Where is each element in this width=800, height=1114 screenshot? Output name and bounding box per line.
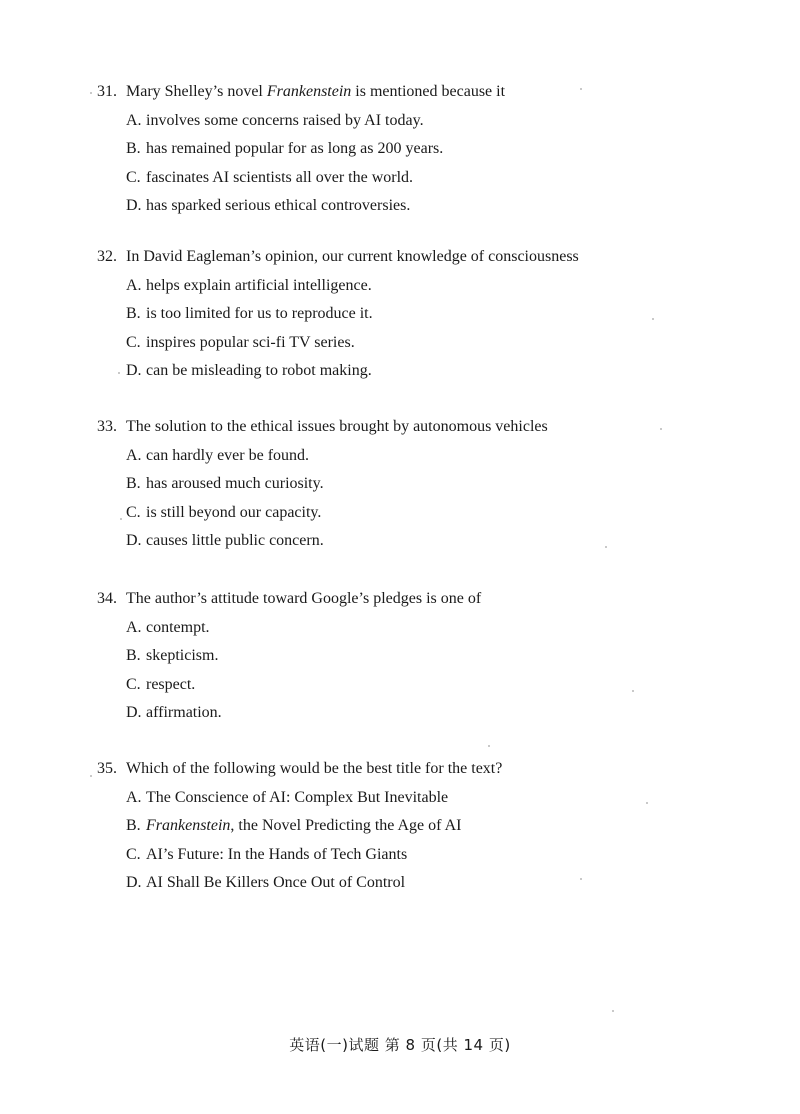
scan-speck	[652, 318, 654, 320]
question-number: 34.	[97, 590, 117, 607]
scan-speck	[605, 546, 607, 548]
option-d	[97, 873, 737, 893]
option-a	[97, 111, 737, 131]
option-text: The Conscience of AI: Complex But Inevitable	[146, 788, 449, 806]
option-letter: D.	[126, 874, 142, 891]
option-letter: D.	[126, 362, 142, 379]
option-text: respect.	[146, 675, 196, 693]
stem-text-continued: is mentioned because it	[351, 83, 506, 100]
book-title: Frankenstein	[266, 83, 352, 100]
scan-speck	[120, 518, 122, 520]
option-letter: C.	[126, 168, 141, 186]
scan-speck	[90, 92, 92, 94]
question-stem	[97, 589, 737, 609]
option-d	[97, 703, 737, 723]
option-text: causes little public concern.	[146, 532, 324, 549]
option-a	[97, 446, 737, 466]
option-letter: D.	[126, 197, 142, 214]
option-letter: C.	[126, 845, 141, 863]
option-text: skepticism.	[146, 647, 219, 664]
book-title: Frankenstein	[146, 817, 231, 834]
question-stem	[97, 247, 737, 267]
option-d	[97, 196, 737, 216]
stem-text: Which of the following would be the best title for the text?	[126, 760, 503, 777]
option-text: has remained popular for as long as 200 years.	[146, 140, 444, 157]
option-b	[97, 304, 737, 324]
option-letter: C.	[126, 503, 141, 521]
option-a	[97, 788, 737, 808]
scan-speck	[580, 878, 582, 880]
stem-text: In David Eagleman’s opinion, our current knowledge of consciousness	[126, 248, 579, 265]
question-35	[97, 759, 737, 893]
scan-speck	[580, 88, 582, 90]
option-letter: B.	[126, 305, 141, 322]
option-text: fascinates AI scientists all over the world.	[146, 168, 414, 186]
page-footer: 英语(一)试题 第 8 页(共 14 页)	[289, 1036, 511, 1054]
scan-speck	[632, 690, 634, 692]
option-letter: D.	[126, 704, 142, 721]
option-c	[97, 675, 737, 695]
option-b	[97, 646, 737, 666]
stem-text: The solution to the ethical issues brought by autonomous vehicles	[126, 418, 548, 435]
question-31	[97, 82, 737, 216]
option-text: helps explain artificial intelligence.	[146, 276, 372, 294]
option-text: AI’s Future: In the Hands of Tech Giants	[146, 845, 408, 863]
question-33	[97, 417, 737, 551]
option-text: involves some concerns raised by AI today.	[146, 111, 424, 129]
scan-speck	[118, 372, 120, 374]
option-letter: D.	[126, 532, 142, 549]
question-number: 35.	[97, 760, 117, 777]
option-text: affirmation.	[146, 704, 222, 721]
option-d	[97, 361, 737, 381]
stem-text: The author’s attitude toward Google’s pledges is one of	[126, 590, 482, 607]
stem-text: Mary Shelley’s novel	[126, 83, 267, 100]
option-text: has aroused much curiosity.	[146, 475, 324, 492]
option-letter: B.	[126, 817, 141, 834]
question-32	[97, 247, 737, 381]
option-text: can hardly ever be found.	[146, 446, 310, 464]
option-letter: B.	[126, 140, 141, 157]
option-text: contempt.	[146, 618, 210, 636]
option-letter: A.	[126, 111, 142, 129]
option-text: has sparked serious ethical controversies.	[146, 197, 411, 214]
option-b	[97, 139, 737, 159]
option-letter: C.	[126, 675, 141, 693]
option-text: , the Novel Predicting the Age of AI	[230, 817, 462, 834]
option-text: is still beyond our capacity.	[146, 503, 322, 521]
scan-speck	[660, 428, 662, 430]
scan-speck	[488, 745, 490, 747]
option-text: inspires popular sci-fi TV series.	[146, 333, 355, 351]
option-c	[97, 845, 737, 865]
question-stem	[97, 759, 737, 779]
question-number: 32.	[97, 248, 117, 265]
scan-speck	[612, 1010, 614, 1012]
option-letter: C.	[126, 333, 141, 351]
option-letter: A.	[126, 618, 142, 636]
option-letter: B.	[126, 647, 141, 664]
option-text: can be misleading to robot making.	[146, 362, 372, 379]
option-a	[97, 276, 737, 296]
option-b	[97, 474, 737, 494]
option-d	[97, 531, 737, 551]
question-number: 33.	[97, 418, 117, 435]
option-a	[97, 618, 737, 638]
option-text: is too limited for us to reproduce it.	[146, 305, 373, 322]
scan-speck	[90, 775, 92, 777]
option-letter: A.	[126, 788, 142, 806]
option-c	[97, 333, 737, 353]
option-letter: B.	[126, 475, 141, 492]
option-c	[97, 168, 737, 188]
question-stem	[97, 417, 737, 437]
question-number: 31.	[97, 83, 117, 100]
question-34	[97, 589, 737, 723]
option-text: AI Shall Be Killers Once Out of Control	[146, 874, 406, 891]
option-c	[97, 503, 737, 523]
option-b	[97, 816, 737, 836]
option-letter: A.	[126, 446, 142, 464]
scan-speck	[646, 802, 648, 804]
question-stem	[97, 82, 737, 102]
option-letter: A.	[126, 276, 142, 294]
